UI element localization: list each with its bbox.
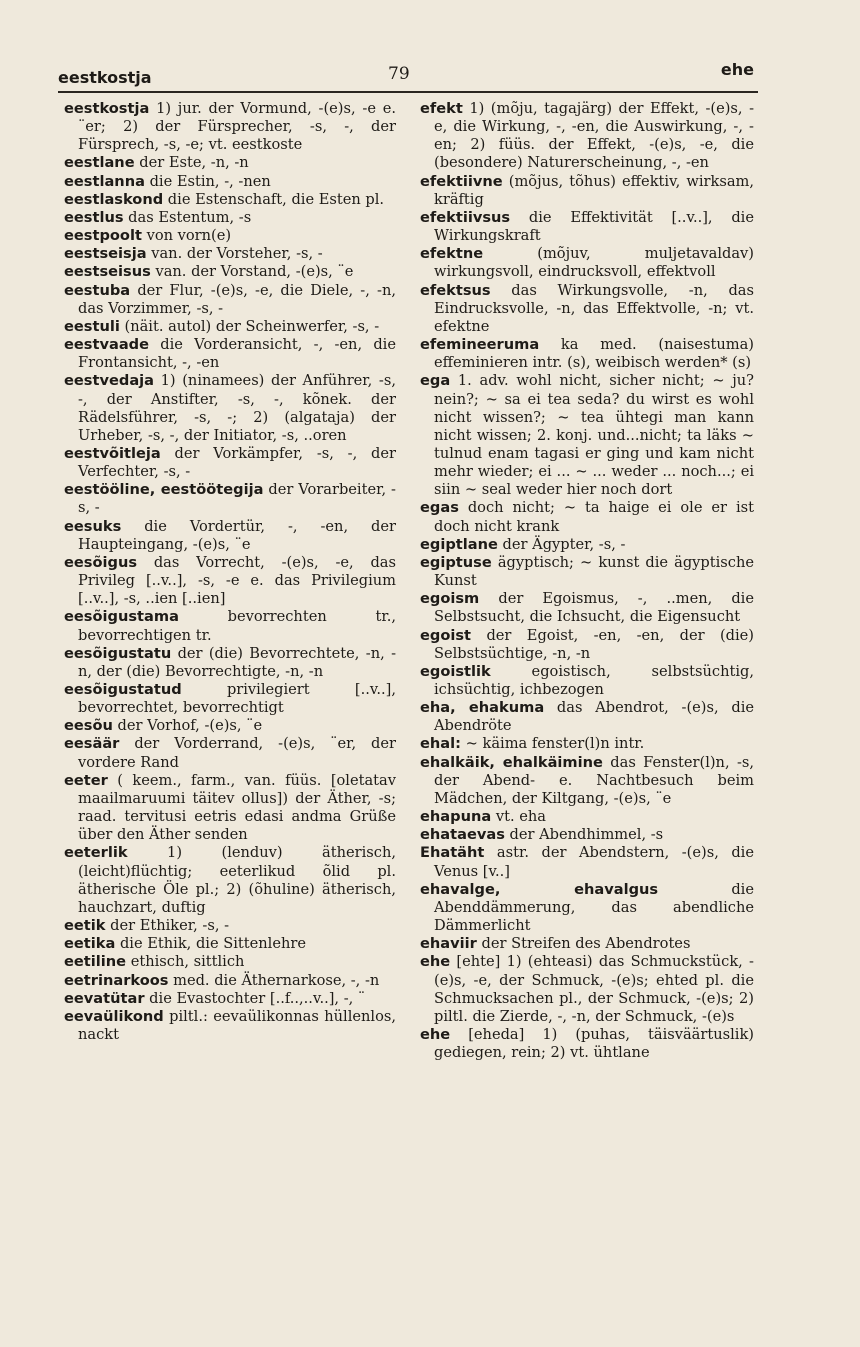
dictionary-entry: [420, 336, 754, 372]
left-column: [64, 100, 396, 1044]
entry-definition: der (die) Bevorrechtete, -n, -n, der (die) Bevorrechtigte, -n, -n: [78, 644, 396, 680]
entry-definition: egoistisch, selbstsüchtig, ichsüchtig, ichbezogen: [434, 662, 754, 698]
entry-definition: 1) (mõju, tagajärg) der Effekt, -(e)s, -e, die Wirkung, -, -en, die Auswirkung, -, -en; 2) füüs. der Effekt, -(e)s, -e, die (besondere) Naturerscheinung, -, -en: [434, 100, 754, 172]
entry-definition: 1) (lenduv) ätherisch, (leicht)flüchtig; eeterlikud õlid pl. ätherische Öle pl.; 2) (õhuline) ätherisch, hauchzart, duftig: [78, 844, 396, 916]
entry-definition: ka med. (naisestuma) effeminieren intr. (s), weibisch werden* (s): [434, 336, 754, 372]
entry-definition: ethisch, sittlich: [126, 953, 245, 971]
entry-headword: eestlaskond: [64, 190, 164, 208]
entry-definition: ~ käima fenster(l)n intr.: [460, 735, 645, 753]
entry-headword: eestuli: [64, 317, 120, 335]
entry-headword: eesuks: [64, 517, 122, 535]
dictionary-entry: [64, 445, 396, 481]
entry-headword: eestööline, eestöötegija: [64, 481, 264, 499]
entry-definition: der Vorhof, -(e)s, ¨e: [112, 717, 263, 735]
dictionary-entry: [64, 681, 396, 717]
right-column: [420, 100, 754, 1062]
entry-definition: der Flur, -(e)s, -e, die Diele, -, -n, das Vorzimmer, -s, -: [78, 281, 396, 317]
entry-definition: ägyptisch; ~ kunst die ägyptische Kunst: [434, 553, 754, 590]
dictionary-entry: [64, 844, 396, 917]
entry-headword: ehataevas: [420, 826, 505, 844]
dictionary-entry: [420, 754, 754, 808]
entry-headword: ehe: [420, 953, 451, 971]
entry-definition: die Effektivität [..v..], die Wirkungskraft: [434, 208, 754, 245]
dictionary-entry: [64, 990, 396, 1008]
entry-headword: eetik: [64, 917, 106, 935]
dictionary-entry: [420, 663, 754, 699]
entry-definition: [eheda] 1) (puhas, täisväärtuslik) gediegen, rein; 2) vt. ühtlane: [434, 1025, 754, 1062]
dictionary-entry: [64, 481, 396, 517]
entry-definition: piltl.: eevaülikonnas hüllenlos, nackt: [78, 1007, 396, 1043]
entry-definition: die Estin, -, -nen: [144, 172, 271, 190]
entry-headword: efektiivsus: [420, 208, 511, 226]
entry-definition: das Abendrot, -(e)s, die Abendröte: [434, 699, 755, 735]
entry-definition: privilegiert [..v..], bevorrechtet, bevorrechtigt: [78, 681, 396, 717]
entry-headword: eestvaade: [64, 336, 150, 354]
dictionary-entry: [420, 699, 754, 735]
entry-headword: eestseisus: [64, 263, 151, 281]
entry-headword: ehe: [420, 1025, 451, 1043]
entry-headword: egiptlane: [420, 535, 498, 553]
dictionary-entry: [64, 935, 396, 953]
dictionary-entry: [420, 826, 754, 844]
entry-headword: ega: [420, 372, 451, 390]
entry-definition: med. die Äthernarkose, -, -n: [168, 971, 380, 989]
entry-headword: eeterlik: [64, 844, 128, 862]
entry-headword: eesäär: [64, 735, 120, 753]
dictionary-entry: [420, 1026, 754, 1062]
dictionary-entry: [64, 608, 396, 644]
entry-definition: 1) jur. der Vormund, -(e)s, -e e. ¨er; 2) der Fürsprecher, -s, -, der Fürsprech, -s, -e; vt. eestkoste: [78, 100, 396, 154]
dictionary-entry: [64, 100, 396, 154]
entry-definition: (mõjuv, muljetavaldav) wirkungsvoll, eindrucksvoll, effektvoll: [434, 245, 754, 281]
page-number: 79: [388, 64, 410, 84]
dictionary-entry: [420, 627, 754, 663]
entry-definition: das Estentum, -s: [123, 208, 252, 226]
entry-headword: efektne: [420, 245, 484, 263]
entry-definition: der Abendhimmel, -s: [504, 826, 664, 844]
entry-definition: bevorrechten tr., bevorrechtigen tr.: [78, 608, 396, 644]
dictionary-entry: [420, 499, 754, 535]
entry-definition: der Egoist, -en, -en, der (die) Selbstsüchtige, -n, -n: [434, 626, 754, 662]
dictionary-entry: [420, 808, 754, 826]
dictionary-entry: [64, 645, 396, 681]
entry-headword: eesõigustatu: [64, 644, 172, 662]
entry-headword: ehalkäik, ehalkäimine: [420, 753, 603, 771]
entry-definition: die Estenschaft, die Esten pl.: [163, 190, 385, 208]
entry-definition: von vorn(e): [141, 227, 232, 245]
dictionary-entry: [420, 881, 754, 935]
dictionary-entry: [64, 953, 396, 971]
dictionary-entry: [420, 536, 754, 554]
dictionary-entry: [420, 372, 754, 499]
entry-definition: der Vorderrand, -(e)s, ¨er, der vordere Rand: [78, 735, 396, 771]
dictionary-entry: [420, 245, 754, 281]
entry-definition: das Vorrecht, -(e)s, -e, das Privileg [..v..], -s, -e e. das Privilegium [..v..], -s, ..ien [..ien]: [78, 553, 396, 608]
entry-headword: eesõigus: [64, 553, 138, 571]
dictionary-entry: [64, 717, 396, 735]
entry-definition: der Streifen des Abendrotes: [476, 935, 691, 953]
entry-definition: der Ägypter, -s, -: [497, 535, 626, 553]
dictionary-entry: [420, 590, 754, 626]
entry-headword: egoism: [420, 590, 480, 608]
dictionary-entry: [420, 844, 754, 880]
entry-headword: efektiivne: [420, 172, 503, 190]
dictionary-entry: [64, 209, 396, 227]
dictionary-entry: [420, 935, 754, 953]
entry-headword: eestkostja: [64, 100, 150, 117]
entry-headword: eestseisja: [64, 245, 147, 263]
entry-headword: eevatütar: [64, 989, 145, 1007]
entry-definition: der Vorkämpfer, -s, -, der Verfechter, -s, -: [78, 444, 396, 481]
entry-headword: efektsus: [420, 281, 491, 299]
entry-definition: der Egoismus, -, ..men, die Selbstsucht, die Ichsucht, die Eigensucht: [434, 590, 754, 626]
entry-headword: Ehatäht: [420, 844, 485, 862]
dictionary-entry: [64, 972, 396, 990]
entry-definition: die Vordertür, -, -en, der Haupteingang, -(e)s, ¨e: [78, 517, 396, 553]
entry-definition: (näit. autol) der Scheinwerfer, -s, -: [119, 317, 380, 335]
entry-headword: eesõigustatud: [64, 681, 182, 698]
entry-headword: ehapuna: [420, 808, 492, 826]
entry-headword: ehavalge, ehavalgus: [420, 880, 659, 898]
dictionary-entry: [64, 282, 396, 318]
entry-headword: ehaviir: [420, 935, 477, 953]
dictionary-entry: [420, 100, 754, 173]
entry-headword: eeter: [64, 771, 108, 789]
entry-headword: eha, ehakuma: [420, 699, 545, 717]
dictionary-entry: [420, 282, 754, 336]
header-rule: [58, 91, 758, 93]
entry-headword: eestlanna: [64, 172, 145, 190]
entry-headword: eetika: [64, 935, 116, 953]
entry-headword: egoistlik: [420, 662, 491, 680]
entry-definition: die Ethik, die Sittenlehre: [115, 935, 306, 953]
dictionary-entry: [64, 735, 396, 771]
dictionary-entry: [420, 554, 754, 590]
dictionary-entry: [420, 209, 754, 245]
dictionary-entry: [64, 772, 396, 845]
dictionary-entry: [420, 953, 754, 1026]
entry-headword: egoist: [420, 626, 472, 644]
dictionary-entry: [64, 518, 396, 554]
entry-definition: die Abenddämmerung, das abendliche Dämmerlicht: [434, 880, 754, 935]
dictionary-entry: [64, 227, 396, 245]
entry-definition: doch nicht; ~ ta haige ei ole er ist doch nicht krank: [434, 499, 754, 535]
entry-headword: eesõigustama: [64, 608, 179, 626]
entry-headword: ehal:: [420, 735, 461, 753]
entry-headword: eevaülikond: [64, 1007, 164, 1025]
page-header: [58, 56, 752, 94]
dictionary-entry: [64, 917, 396, 935]
entry-headword: efekt: [420, 100, 463, 117]
dictionary-entry: [420, 735, 754, 753]
entry-definition: der Este, -n, -n: [134, 154, 249, 172]
entry-headword: egiptuse: [420, 553, 492, 571]
entry-headword: eestvedaja: [64, 372, 155, 390]
dictionary-entry: [64, 554, 396, 608]
header-right-guideword: ehe: [720, 60, 754, 79]
entry-definition: der Ethiker, -s, -: [105, 917, 230, 935]
entry-headword: egas: [420, 499, 459, 517]
entry-definition: van. der Vorstand, -(e)s, ¨e: [150, 263, 354, 281]
entry-definition: ( keem., farm., van. füüs. [oletatav maailmaruumi täitev ollus]) der Äther, -s; raad. tervitusi eetris edasi andma Grüße über den Äther senden: [78, 771, 396, 844]
dictionary-entry: [420, 173, 754, 209]
entry-headword: eetiline: [64, 953, 127, 971]
dictionary-entry: [64, 245, 396, 263]
entry-definition: 1. adv. wohl nicht, sicher nicht; ~ ju? nein?; ~ sa ei tea seda? du wirst es wohl nicht wissen?; ~ tea ühtegi man kann nicht wissen; 2. konj. und...nicht; ta läks ~ tulnud enam tagasi er ging und kam nicht mehr wieder; ei ... ~ ... weder ... noch...; ei siin ~ seal weder hier noch dort: [434, 372, 754, 499]
entry-headword: eestlane: [64, 154, 135, 172]
dictionary-entry: [64, 154, 396, 172]
entry-definition: das Wirkungsvolle, -n, das Eindrucksvolle, -n, das Effektvolle, -n; vt. efektne: [434, 281, 754, 335]
entry-headword: eestuba: [64, 281, 131, 299]
entry-definition: [ehte] 1) (ehteasi) das Schmuckstück, -(e)s, -e, der Schmuck, -(e)s; ehted pl. die Schmucksachen pl., der Schmuck, -(e)s; 2) piltl. die Zierde, -, -n, der Schmuck, -(e)s: [434, 953, 754, 1025]
entry-headword: eetrinarkoos: [64, 971, 169, 989]
entry-headword: eesõu: [64, 717, 113, 735]
entry-definition: van. der Vorsteher, -s, -: [146, 245, 323, 263]
dictionary-entry: [64, 1008, 396, 1044]
header-left-guideword: eestkostja: [58, 68, 152, 87]
dictionary-entry: [64, 263, 396, 281]
entry-definition: das Fenster(l)n, -s, der Abend- e. Nachtbesuch beim Mädchen, der Kiltgang, -(e)s, ¨e: [434, 753, 755, 807]
entry-headword: eestlus: [64, 208, 124, 226]
entry-definition: vt. eha: [491, 808, 546, 826]
entry-definition: die Vorderansicht, -, -en, die Frontansicht, -, -en: [78, 336, 396, 372]
dictionary-entry: [64, 191, 396, 209]
dictionary-entry: [64, 318, 396, 336]
entry-definition: der Vorarbeiter, -s, -: [78, 481, 396, 517]
entry-definition: die Evastochter [..f..,..v..], -, ¨: [144, 989, 366, 1007]
dictionary-entry: [64, 173, 396, 191]
entry-definition: 1) (ninamees) der Anführer, -s, -, der Anstifter, -s, -, kõnek. der Rädelsführer, -s, -; 2) (algataja) der Urheber, -s, -, der Initiator, -s, ..oren: [78, 372, 396, 444]
entry-definition: astr. der Abendstern, -(e)s, die Venus [v..]: [434, 844, 754, 880]
entry-headword: eestpoolt: [64, 227, 142, 245]
entry-headword: eestvõitleja: [64, 444, 161, 462]
entry-definition: (mõjus, tõhus) effektiv, wirksam, kräftig: [434, 172, 754, 208]
entry-headword: efemineeruma: [420, 336, 540, 354]
dictionary-entry: [64, 336, 396, 372]
dictionary-entry: [64, 372, 396, 445]
